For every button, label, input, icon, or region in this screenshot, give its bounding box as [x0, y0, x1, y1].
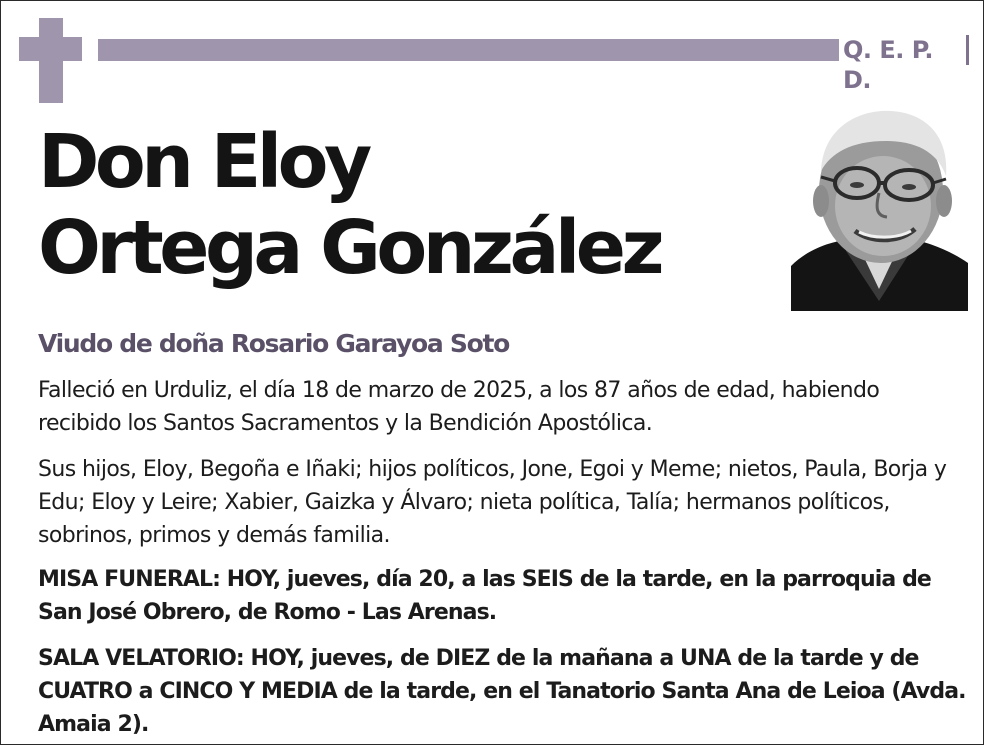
family-paragraph: Sus hijos, Eloy, Begoña e Iñaki; hijos políticos, Jone, Egoi y Meme; nietos, Paula, Borja y Edu; Eloy y Leire; Xabier, Gaizka y Álvaro; nieta política, Talía; hermanos políticos, sobrinos, primos y demás familia. [38, 457, 947, 548]
header-rule [98, 39, 839, 61]
name-line-1: Don Eloy [38, 119, 368, 205]
qepd-badge: Q. E. P. D. [843, 35, 969, 65]
portrait-image [791, 101, 968, 311]
deceased-name [38, 119, 778, 291]
cross-horizontal-bar [19, 37, 82, 61]
death-notice-paragraph: Falleció en Urduliz, el día 18 de marzo de 2025, a los 87 años de edad, habiendo recibido los Santos Sacramentos y la Bendición Apostólica. [38, 378, 880, 436]
wake-room-paragraph: SALA VELATORIO: HOY, jueves, de DIEZ de la mañana a UNA de la tarde y de CUATRO a CINCO Y MEDIA de la tarde, en el Tanatorio Santa Ana de Leioa (Avda. Amaia 2). [38, 646, 966, 737]
widower-subtitle: Viudo de doña Rosario Garayoa Soto [38, 329, 509, 358]
name-line-2: Ortega González [38, 205, 661, 291]
funeral-mass-paragraph: MISA FUNERAL: HOY, jueves, día 20, a las SEIS de la tarde, en la parroquia de San José Obrero, de Romo - Las Arenas. [38, 567, 931, 625]
deceased-photo [791, 101, 968, 311]
